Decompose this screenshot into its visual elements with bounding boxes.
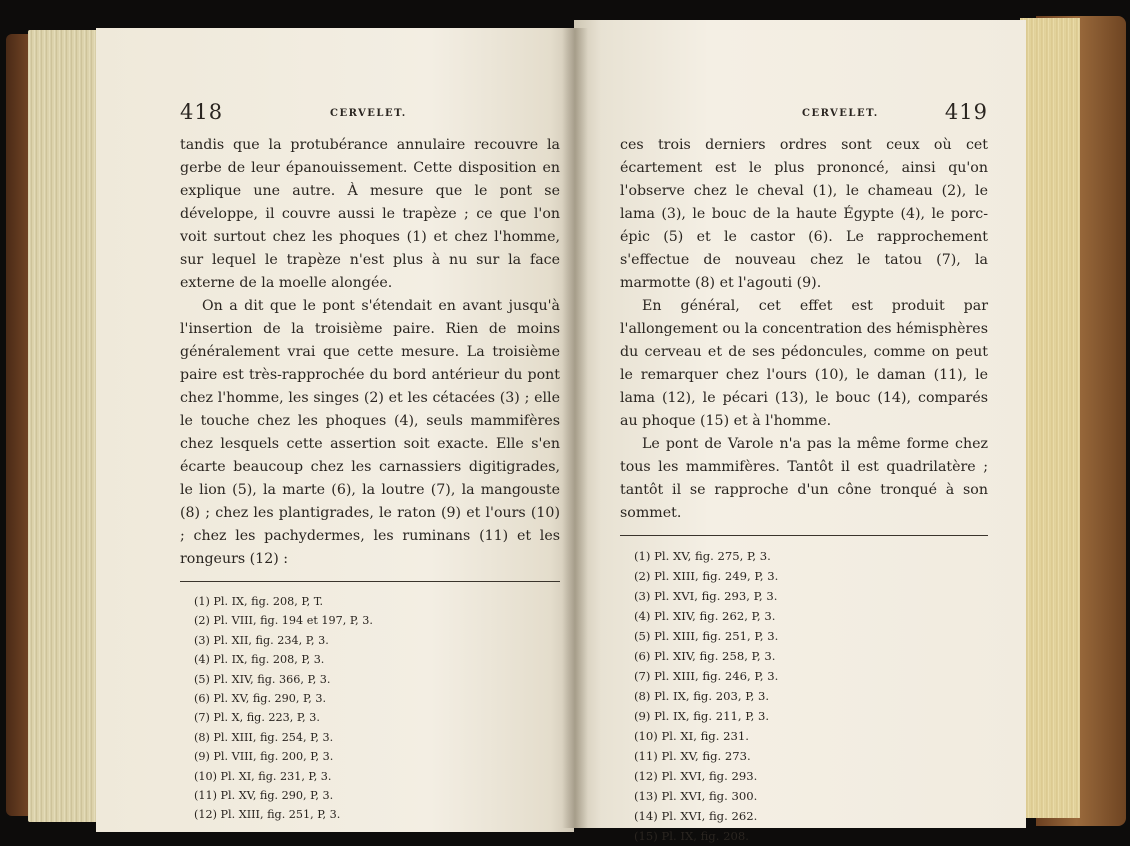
- footnote: (2) Pl. XIII, fig. 249, P, 3.: [634, 569, 779, 583]
- paragraph: ces trois derniers ordres sont ceux où cet écartement est le plus prononcé, ainsi qu'on l'observe chez le cheval (1), le chameau (2), le lama (3), le bouc de la haute Égypte (4), le porc-épic (5) et le castor (6). Le rapprochement s'effectue de nouveau chez le tatou (7), la marmotte (8) et l'agouti (9).: [620, 137, 988, 291]
- footnote: (2) Pl. VIII, fig. 194 et 197, P, 3.: [194, 614, 373, 628]
- footnote: (8) Pl. XIII, fig. 254, P, 3.: [194, 730, 334, 744]
- footnote: (10) Pl. XI, fig. 231.: [634, 729, 749, 743]
- footnote: (14) Pl. XVI, fig. 262.: [634, 809, 758, 823]
- left-body-text: [180, 134, 560, 571]
- footnote: (1) Pl. XV, fig. 275, P, 3.: [634, 549, 771, 563]
- footnote: (12) Pl. XVI, fig. 293.: [634, 769, 758, 783]
- footnote: (4) Pl. IX, fig. 208, P, 3.: [194, 653, 325, 667]
- paragraph: En général, cet effet est produit par l'allongement ou la concentration des hémisphères du cerveau et de ses pédoncules, comme on peut le remarquer chez l'ours (10), le daman (11), le lama (12), le pécari (13), le bouc (14), comparés au phoque (15) et à l'homme.: [620, 298, 988, 429]
- footnote: (10) Pl. XI, fig. 231, P, 3.: [194, 769, 332, 783]
- right-page-edges: [1020, 18, 1080, 818]
- footnote: (12) Pl. XIII, fig. 251, P, 3.: [194, 808, 341, 822]
- right-body-text: [620, 134, 988, 525]
- footnote: (5) Pl. XIV, fig. 366, P, 3.: [194, 672, 331, 686]
- footnote-rule: [180, 581, 560, 582]
- footnote: (6) Pl. XV, fig. 290, P, 3.: [194, 692, 327, 706]
- book-gutter: [562, 28, 588, 828]
- footnote-rule: [620, 535, 988, 536]
- footnote: (6) Pl. XIV, fig. 258, P, 3.: [634, 649, 776, 663]
- footnote: (4) Pl. XIV, fig. 262, P, 3.: [634, 609, 776, 623]
- footnote: (9) Pl. IX, fig. 211, P, 3.: [634, 709, 770, 723]
- footnote: (1) Pl. IX, fig. 208, P, T.: [194, 595, 324, 608]
- footnote: (3) Pl. XII, fig. 234, P, 3.: [194, 633, 329, 647]
- running-title: CERVELET.: [802, 108, 879, 119]
- footnote: (11) Pl. XV, fig. 290, P, 3.: [194, 789, 334, 803]
- page-number: 419: [944, 100, 988, 124]
- paragraph: Le pont de Varole n'a pas la même forme chez tous les mammifères. Tantôt il est quadrilatère ; tantôt il se rapproche d'un cône tronqué à son sommet.: [620, 436, 988, 521]
- footnote: (3) Pl. XVI, fig. 293, P, 3.: [634, 589, 778, 603]
- paragraph: tandis que la protubérance annulaire recouvre la gerbe de leur épanouissement. Cette disposition en explique une autre. À mesure que le pont se développe, il couvre aussi le trapèze ; ce que l'on voit surtout chez les phoques (1) et chez l'homme, sur lequel le trapèze n'est plus à nu sur la face externe de la moelle alongée.: [180, 137, 560, 291]
- footnote: (7) Pl. XIII, fig. 246, P, 3.: [634, 669, 779, 683]
- footnote: (5) Pl. XIII, fig. 251, P, 3.: [634, 629, 779, 643]
- footnote: (8) Pl. IX, fig. 203, P, 3.: [634, 689, 770, 703]
- footnote: (7) Pl. X, fig. 223, P, 3.: [194, 711, 320, 725]
- right-page: [574, 20, 1026, 843]
- paragraph: On a dit que le pont s'étendait en avant jusqu'à l'insertion de la troisième paire. Rien de moins généralement vrai que cette mesure. La troisième paire est très-rapprochée du bord antérieur du pont chez l'homme, les singes (2) et les cétacées (3) ; elle le touche chez les phoques (4), seuls mammifères chez lesquels cette assertion soit exacte. Elle s'en écarte beaucoup chez les carnassiers digitigrades, le lion (5), la marte (6), la loutre (7), la mangouste (8) ; chez les plantigrades, le raton (9) et l'ours (10) ; chez les pachydermes, les ruminans (11) et les rongeurs (12) :: [180, 298, 560, 567]
- footnote: (15) Pl. IX, fig. 208.: [634, 829, 749, 843]
- left-page-edges: [28, 30, 102, 822]
- footnote: (13) Pl. XVI, fig. 300.: [634, 789, 758, 803]
- right-running-head: [620, 100, 988, 134]
- left-page: [96, 28, 574, 832]
- left-running-head: [180, 100, 560, 134]
- running-title: CERVELET.: [330, 108, 407, 119]
- footnote: (9) Pl. VIII, fig. 200, P, 3.: [194, 750, 334, 764]
- footnote: (11) Pl. XV, fig. 273.: [634, 749, 751, 763]
- left-footnotes: [180, 592, 560, 825]
- right-footnotes: [620, 546, 988, 846]
- page-number: 418: [180, 100, 224, 124]
